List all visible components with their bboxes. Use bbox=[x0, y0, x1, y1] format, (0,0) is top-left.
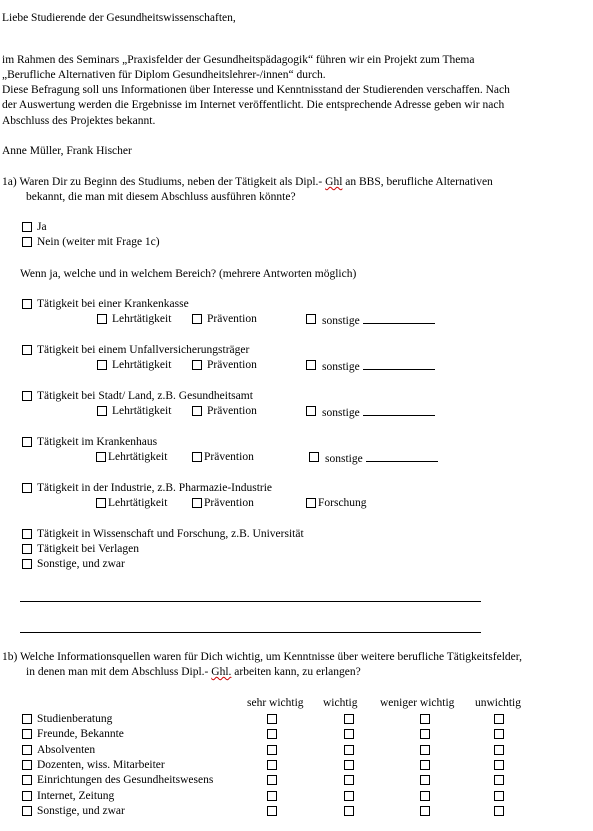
checkbox-stadt-praev[interactable] bbox=[192, 406, 202, 416]
q1a-line-2: bekannt, die man mit diesem Abschluss ausführen könnte? bbox=[26, 191, 296, 203]
rating-wichtig-checkbox[interactable] bbox=[344, 775, 354, 785]
rating-sehr-wichtig-checkbox[interactable] bbox=[267, 729, 277, 739]
checkbox-stadt-lehr[interactable] bbox=[97, 406, 107, 416]
label-lehrtaetigkeit: Lehrtätigkeit bbox=[108, 451, 168, 463]
label-sonstige: sonstige bbox=[325, 451, 438, 466]
label-stadt-land: Tätigkeit bei Stadt/ Land, z.B. Gesundheitsamt bbox=[37, 390, 253, 402]
label-lehrtaetigkeit: Lehrtätigkeit bbox=[112, 359, 172, 371]
rating-wichtig-checkbox[interactable] bbox=[344, 760, 354, 770]
rating-row-label: Dozenten, wiss. Mitarbeiter bbox=[37, 758, 165, 771]
checkbox-sonstige[interactable] bbox=[22, 559, 32, 569]
rating-wichtig-checkbox[interactable] bbox=[344, 745, 354, 755]
checkbox-industrie[interactable] bbox=[22, 483, 32, 493]
checkbox-unfall-sonst[interactable] bbox=[306, 360, 316, 370]
label-praevention: Prävention bbox=[204, 497, 254, 509]
checkbox-industrie-praev[interactable] bbox=[192, 498, 202, 508]
checkbox-industrie-lehr[interactable] bbox=[96, 498, 106, 508]
checkbox-stadt-sonst[interactable] bbox=[306, 406, 316, 416]
rating-wichtig-checkbox[interactable] bbox=[344, 806, 354, 816]
checkbox-unfall-lehr[interactable] bbox=[97, 360, 107, 370]
sonstige-blank[interactable] bbox=[366, 451, 438, 462]
checkbox-wissenschaft[interactable] bbox=[22, 529, 32, 539]
q1a-followup: Wenn ja, welche und in welchem Bereich? (mehrere Antworten möglich) bbox=[20, 268, 357, 280]
label-praevention: Prävention bbox=[204, 451, 254, 463]
rating-unwichtig-checkbox[interactable] bbox=[494, 745, 504, 755]
rating-weniger-wichtig-checkbox[interactable] bbox=[420, 760, 430, 770]
label-sonstige-und-zwar: Sonstige, und zwar bbox=[37, 558, 125, 570]
rating-row-label: Einrichtungen des Gesundheitswesens bbox=[37, 774, 214, 787]
label-ja: Ja bbox=[37, 221, 47, 233]
authors: Anne Müller, Frank Hischer bbox=[2, 145, 132, 157]
col-unwichtig: unwichtig bbox=[475, 697, 521, 709]
label-unfallversicherung: Tätigkeit bei einem Unfallversicherungsträger bbox=[37, 344, 250, 356]
intro-line-3: Diese Befragung soll uns Informationen über Interesse und Kenntnisstand der Studierenden verschaffen. Nach bbox=[2, 84, 510, 96]
q1b-line-2: in denen man mit dem Abschluss Dipl.- Ghl. arbeiten kann, zu erlangen? bbox=[26, 666, 361, 678]
label-sonstige: sonstige bbox=[322, 313, 435, 328]
rating-unwichtig-checkbox[interactable] bbox=[494, 806, 504, 816]
rating-weniger-wichtig-checkbox[interactable] bbox=[420, 745, 430, 755]
label-sonstige: sonstige bbox=[322, 405, 435, 420]
rating-row-checkbox[interactable] bbox=[22, 806, 32, 816]
rating-unwichtig-checkbox[interactable] bbox=[494, 775, 504, 785]
rating-weniger-wichtig-checkbox[interactable] bbox=[420, 775, 430, 785]
rating-wichtig-checkbox[interactable] bbox=[344, 791, 354, 801]
rating-row-checkbox[interactable] bbox=[22, 714, 32, 724]
checkbox-krankenhaus-praev[interactable] bbox=[192, 452, 202, 462]
checkbox-verlage[interactable] bbox=[22, 544, 32, 554]
rating-row-checkbox[interactable] bbox=[22, 729, 32, 739]
greeting: Liebe Studierende der Gesundheitswissenschaften, bbox=[2, 12, 236, 24]
checkbox-krankenhaus[interactable] bbox=[22, 437, 32, 447]
col-wichtig: wichtig bbox=[323, 697, 358, 709]
intro-line-4: der Auswertung werden die Ergebnisse im Internet veröffentlicht. Die entsprechende Adresse geben wir nach bbox=[2, 99, 505, 111]
col-weniger-wichtig: weniger wichtig bbox=[380, 697, 455, 709]
checkbox-industrie-forschung[interactable] bbox=[306, 498, 316, 508]
rating-unwichtig-checkbox[interactable] bbox=[494, 729, 504, 739]
label-krankenhaus: Tätigkeit im Krankenhaus bbox=[37, 436, 158, 448]
rating-sehr-wichtig-checkbox[interactable] bbox=[267, 760, 277, 770]
rating-row-checkbox[interactable] bbox=[22, 760, 32, 770]
intro-line-1: im Rahmen des Seminars „Praxisfelder der Gesundheitspädagogik“ führen wir ein Projekt zum Thema bbox=[2, 54, 475, 66]
label-wissenschaft: Tätigkeit in Wissenschaft und Forschung, z.B. Universität bbox=[37, 528, 304, 540]
checkbox-ja[interactable] bbox=[22, 222, 32, 232]
q1a-line-1: 1a) Waren Dir zu Beginn des Studiums, neben der Tätigkeit als Dipl.- Ghl an BBS, berufliche Alternativen bbox=[2, 176, 493, 188]
rating-row-checkbox[interactable] bbox=[22, 745, 32, 755]
intro-line-5: Abschluss des Projektes bekannt. bbox=[2, 115, 156, 127]
answer-line-1[interactable] bbox=[20, 601, 481, 602]
label-praevention: Prävention bbox=[207, 359, 257, 371]
rating-unwichtig-checkbox[interactable] bbox=[494, 714, 504, 724]
rating-weniger-wichtig-checkbox[interactable] bbox=[420, 791, 430, 801]
checkbox-krankenkasse-lehr[interactable] bbox=[97, 314, 107, 324]
checkbox-stadt-land[interactable] bbox=[22, 391, 32, 401]
rating-sehr-wichtig-checkbox[interactable] bbox=[267, 791, 277, 801]
sonstige-blank[interactable] bbox=[363, 313, 435, 324]
intro-line-2: „Berufliche Alternativen für Diplom Gesundheitslehrer-/innen“ durch. bbox=[2, 69, 326, 81]
rating-unwichtig-checkbox[interactable] bbox=[494, 760, 504, 770]
rating-weniger-wichtig-checkbox[interactable] bbox=[420, 729, 430, 739]
rating-row-label: Freunde, Bekannte bbox=[37, 728, 124, 741]
rating-sehr-wichtig-checkbox[interactable] bbox=[267, 745, 277, 755]
rating-sehr-wichtig-checkbox[interactable] bbox=[267, 714, 277, 724]
rating-weniger-wichtig-checkbox[interactable] bbox=[420, 806, 430, 816]
checkbox-krankenkasse-sonst[interactable] bbox=[306, 314, 316, 324]
rating-row-label: Sonstige, und zwar bbox=[37, 804, 125, 817]
label-sonstige: sonstige bbox=[322, 359, 435, 374]
q1b-line-1: 1b) Welche Informationsquellen waren für Dich wichtig, um Kenntnisse über weitere berufliche Tätigkeitsfelder, bbox=[2, 651, 522, 663]
rating-sehr-wichtig-checkbox[interactable] bbox=[267, 806, 277, 816]
rating-sehr-wichtig-checkbox[interactable] bbox=[267, 775, 277, 785]
col-sehr-wichtig: sehr wichtig bbox=[247, 697, 304, 709]
label-praevention: Prävention bbox=[207, 313, 257, 325]
label-praevention: Prävention bbox=[207, 405, 257, 417]
label-nein: Nein (weiter mit Frage 1c) bbox=[37, 236, 160, 248]
rating-row-checkbox[interactable] bbox=[22, 791, 32, 801]
rating-row-label: Studienberatung bbox=[37, 713, 113, 725]
checkbox-krankenkasse[interactable] bbox=[22, 299, 32, 309]
rating-weniger-wichtig-checkbox[interactable] bbox=[420, 714, 430, 724]
label-krankenkasse: Tätigkeit bei einer Krankenkasse bbox=[37, 298, 189, 310]
sonstige-blank[interactable] bbox=[363, 359, 435, 370]
label-lehrtaetigkeit: Lehrtätigkeit bbox=[112, 313, 172, 325]
rating-wichtig-checkbox[interactable] bbox=[344, 729, 354, 739]
label-lehrtaetigkeit: Lehrtätigkeit bbox=[112, 405, 172, 417]
label-lehrtaetigkeit: Lehrtätigkeit bbox=[108, 497, 168, 509]
checkbox-nein[interactable] bbox=[22, 237, 32, 247]
rating-row-label: Internet, Zeitung bbox=[37, 789, 115, 802]
checkbox-krankenkasse-praev[interactable] bbox=[192, 314, 202, 324]
label-verlage: Tätigkeit bei Verlagen bbox=[37, 543, 139, 555]
answer-line-2[interactable] bbox=[20, 632, 481, 633]
sonstige-blank[interactable] bbox=[363, 405, 435, 416]
rating-unwichtig-checkbox[interactable] bbox=[494, 791, 504, 801]
rating-wichtig-checkbox[interactable] bbox=[344, 714, 354, 724]
rating-row-label: Absolventen bbox=[37, 743, 96, 756]
checkbox-krankenhaus-sonst[interactable] bbox=[309, 452, 319, 462]
checkbox-unfallversicherung[interactable] bbox=[22, 345, 32, 355]
checkbox-unfall-praev[interactable] bbox=[192, 360, 202, 370]
label-forschung: Forschung bbox=[318, 497, 367, 509]
label-industrie: Tätigkeit in der Industrie, z.B. Pharmazie-Industrie bbox=[37, 482, 273, 494]
rating-row-checkbox[interactable] bbox=[22, 775, 32, 785]
checkbox-krankenhaus-lehr[interactable] bbox=[96, 452, 106, 462]
